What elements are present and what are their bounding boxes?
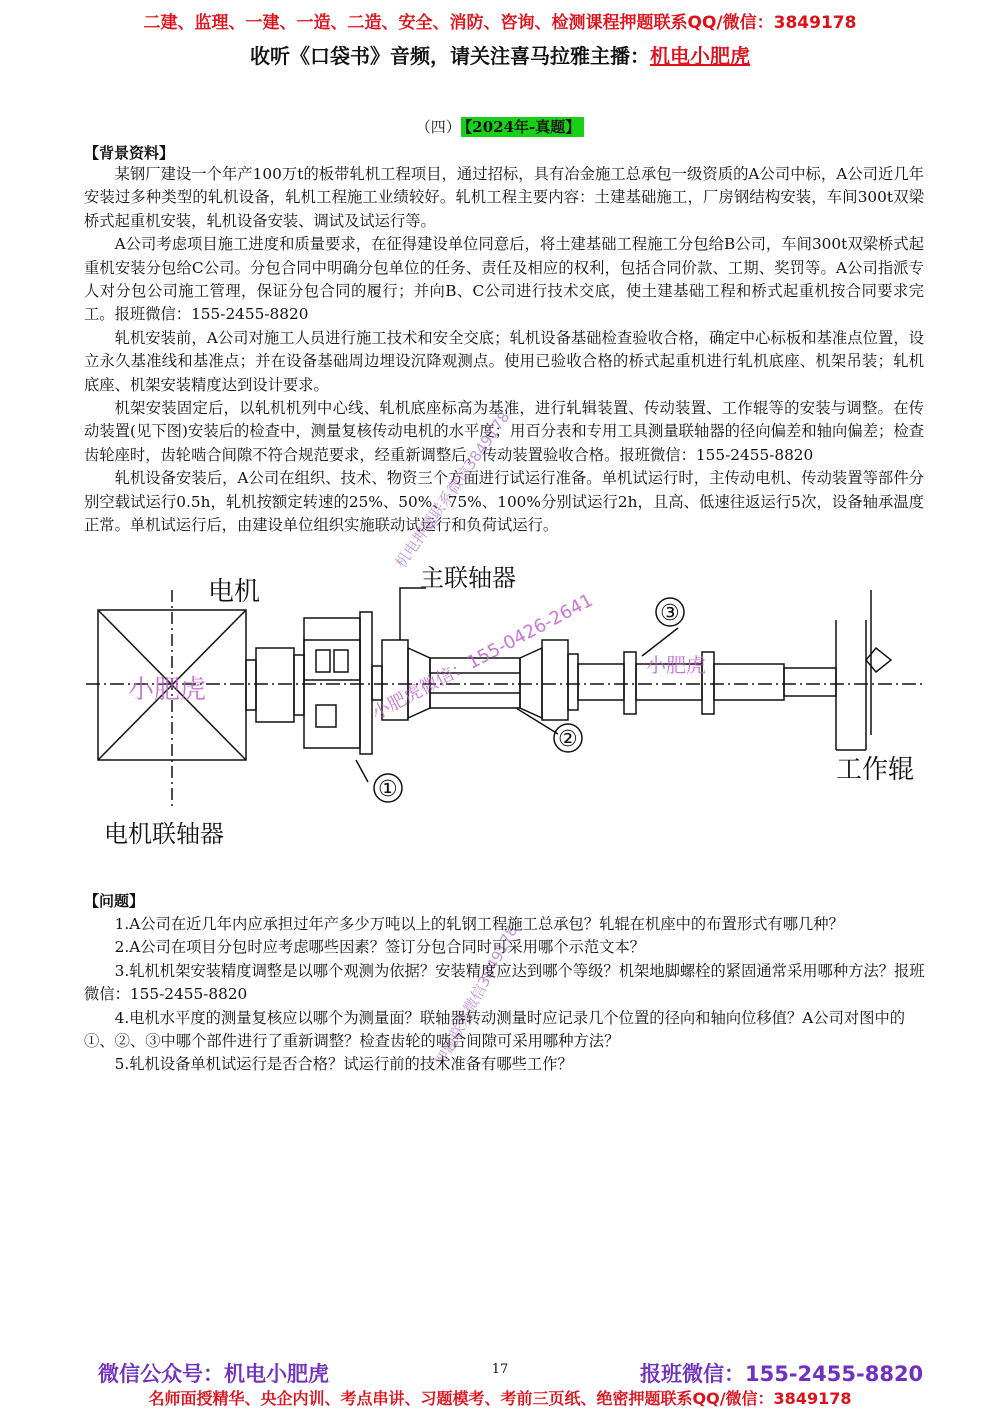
section-year-tag: 【2024年-真题】 [461, 117, 584, 137]
watermark-tiger-2: 小肥虎 [646, 653, 706, 677]
label-motor: 电机 [208, 577, 261, 607]
watermark-diagonal-2: 押题联系微信3849178 [431, 922, 522, 1070]
background-paragraph: 某钢厂建设一个年产100万t的板带轧机工程项目，通过招标，具有冶金施工总承包一级资质的A公司中标，A公司近几年安装过多种类型的轧机设备，轧机工程施工业绩较好。轧机工程主要内容：土建基础施工，厂房钢结构安装，车间300t双梁桥式起重机安装，轧机设备安装、调试及试运行等。 [84, 165, 924, 230]
footer-promo-line: 名师面授精华、央企内训、考点串讲、习题模考、考前三页纸、绝密押题联系QQ/微信：3849178 [148, 1389, 852, 1408]
section-number: （四） [415, 118, 461, 136]
watermark-diagonal-1: 机电押题联系微信3849178 [391, 408, 514, 572]
header-promo-line: 二建、监理、一建、一造、二造、安全、消防、咨询、检测课程押题联系QQ/微信：3849178 [143, 13, 857, 33]
question-item: 5.轧机设备单机试运行是否合格？试运行前的技术准备有哪些工作？ [114, 1055, 573, 1074]
listen-prefix: 收听《口袋书》音频，请关注喜马拉雅主播： [250, 44, 650, 68]
question-item: 1.A公司在近几年内应承担过年产多少万吨以上的轧钢工程施工总承包？轧辊在机座中的布置形式有哪几种？ [114, 915, 844, 933]
page-number: 17 [491, 1362, 509, 1377]
footer-wechat-public: 微信公众号：机电小肥虎 [98, 1362, 329, 1386]
label-motor-coupling: 电机联轴器 [104, 820, 224, 848]
background-paragraph: 轧机安装前，A公司对施工人员进行施工技术和安全交底；轧机设备基础检查验收合格，确定中心标板和基准点位置，设立永久基准线和基准点；并在设备基础周边埋设沉降观测点。使用已验收合格的桥式起重机进行轧机底座、机架吊装；轧机底座、机架安装精度达到设计要求。 [84, 328, 924, 394]
footer-enroll-wechat: 报班微信：155-2455-8820 [640, 1362, 924, 1386]
section-title [0, 116, 1000, 137]
question-item: 3.轧机机架安装精度调整是以哪个观测为依据？安装精度应达到哪个等级？机架地脚螺栓的紧固通常采用哪种方法？报班微信：155-2455-8820 [84, 961, 925, 1004]
marker-3: ③ [660, 601, 680, 626]
watermark-wechat: 小肥虎微信：155-0426-2641 [368, 589, 597, 725]
questions-list [84, 913, 934, 1077]
background-text [84, 163, 924, 538]
question-item: 2.A公司在项目分包时应考虑哪些因素？签订分包合同时可采用哪个示范文本？ [114, 938, 646, 957]
transmission-diagram [76, 560, 936, 860]
gear-box [304, 618, 360, 748]
label-main-coupling: 主联轴器 [420, 564, 516, 592]
questions-heading: 【问题】 [84, 892, 145, 910]
anchor-name-link[interactable]: 机电小肥虎 [650, 44, 750, 68]
watermark-tiger-1: 小肥虎 [128, 675, 207, 705]
label-work-roll: 工作辊 [836, 755, 915, 785]
background-paragraph: 轧机设备安装后，A公司在组织、技术、物资三个方面进行试运行准备。单机试运行时，主传动电机、传动装置等部件分别空载试运行0.5h，轧机按额定转速的25%、50%、75%、100%分别试运行2h，且高、低速往返运行5次，设备轴承温度正常。单机试运行后，由建设单位组织实施联动试运行和负荷试运行。 [84, 469, 924, 535]
background-heading: 【背景资料】 [84, 144, 175, 162]
background-paragraph: 机架安装固定后，以轧机机列中心线、轧机底座标高为基准，进行轧辑装置、传动装置、工作辊等的安装与调整。在传动装置(见下图)安装后的检查中，测量复核传动电机的水平度；用百分表和专用工具测量联轴器的径向偏差和轴向偏差；检查齿轮座时，齿轮啮合间隙不符合规范要求，经重新调整后，传动装置验收合格。报班微信：155-2455-8820 [84, 399, 924, 464]
marker-2: ② [558, 727, 578, 752]
question-item: 4.电机水平度的测量复核应以哪个为测量面？联轴器转动测量时应记录几个位置的径向和轴向位移值？A公司对图中的①、②、③中哪个部件进行了重新调整？检查齿轮的啮合间隙可采用哪种方法？ [84, 1008, 906, 1051]
header-listen-line [0, 40, 1000, 69]
marker-1: ① [378, 777, 398, 802]
background-paragraph: A公司考虑项目施工进度和质量要求，在征得建设单位同意后，将土建基础工程施工分包给B公司，车间300t双梁桥式起重机安装分包给C公司。分包合同中明确分包单位的任务、责任及相应的权利，包括合同价款、工期、奖罚等。A公司指派专人对分包公司施工管理，保证分包合同的履行；并向B、C公司进行技术交底，使土建基础工程和桥式起重机按合同要求完工。报班微信：155-2455-8820 [84, 235, 924, 324]
